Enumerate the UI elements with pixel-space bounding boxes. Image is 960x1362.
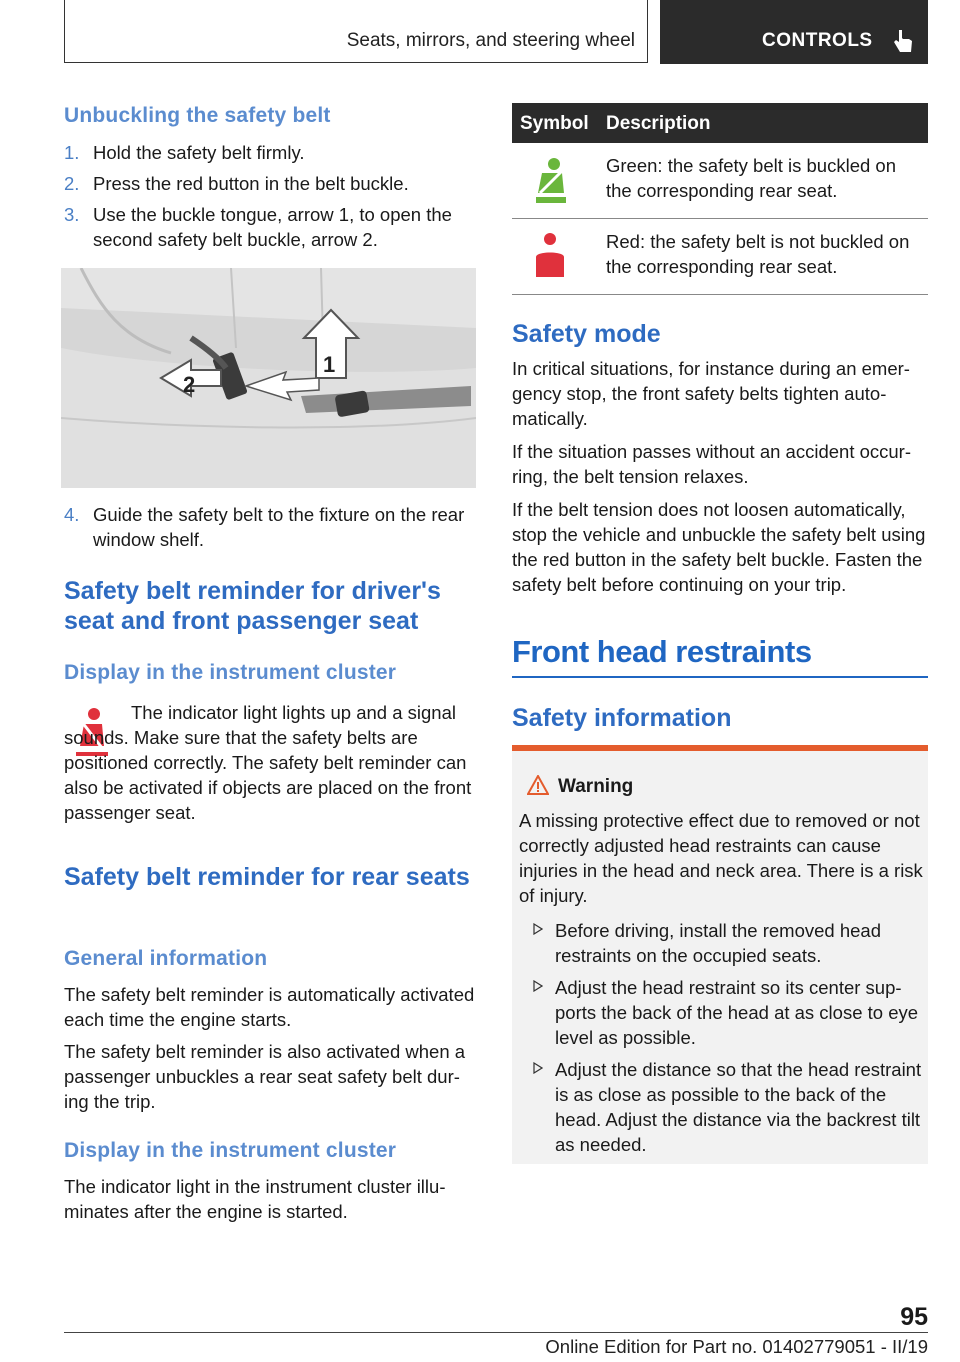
- warning-box: [512, 745, 928, 1164]
- rear-reminder-heading: Safety belt reminder for rear seats: [64, 863, 470, 891]
- page-header: [64, 0, 928, 64]
- row-description: Red: the safety belt is not buckled on the corresponding rear seat.: [606, 231, 910, 277]
- section-title: Seats, mirrors, and steering wheel: [64, 0, 648, 63]
- list-item: 1. Hold the safety belt firmly.: [64, 142, 305, 163]
- list-item: 2. Press the red button in the belt buckle.: [64, 173, 409, 194]
- general-paragraph-2: The safety belt reminder is also activated when a passenger unbuckles a rear seat safety belt during the trip.: [64, 1041, 466, 1112]
- belt-buckle-photo: [61, 268, 476, 488]
- arrow-1-label: 1: [323, 352, 336, 377]
- chapter-label: CONTROLS: [762, 30, 873, 51]
- page-number: 95: [900, 1303, 928, 1331]
- symbol-table: [512, 103, 928, 295]
- unbuckling-steps-continued: [64, 502, 476, 558]
- display-cluster-heading-1: Display in the instrument cluster: [64, 661, 397, 684]
- footer-rule: [64, 1332, 928, 1333]
- safety-mode-paragraph-2: If the situation passes without an accident occurring, the belt tension relaxes.: [512, 441, 912, 487]
- display-cluster-heading-2: Display in the instrument cluster: [64, 1139, 397, 1162]
- bullet-triangle-icon: [533, 1062, 543, 1074]
- unbuckling-steps: [64, 140, 476, 258]
- table-row: [512, 143, 928, 219]
- safety-information-heading: Safety information: [512, 704, 732, 732]
- display-text-1: The indicator light lights up and a signal sounds. Make sure that the safety belts are positioned correctly. The safety belt reminder can also be activated if objects are placed on the front passenger seat.: [64, 702, 472, 823]
- chapter-tab: [660, 0, 928, 64]
- list-item: 4. Guide the safety belt to the fixture on the rear window shelf.: [64, 504, 465, 550]
- arrow-2-label: 2: [183, 372, 196, 397]
- bullet-triangle-icon: [533, 923, 543, 935]
- list-item: Adjust the distance so that the head restraint is as close as possible to the back of the head. Adjust the distance via the backrest tilt as needed.: [519, 1057, 924, 1157]
- driver-reminder-heading: Safety belt reminder for driver's seat and front passenger seat: [64, 577, 441, 635]
- safety-mode-paragraph-3: If the belt tension does not loosen automatically, stop the vehicle and unbuckle the safety belt using the red button in the safety belt buckle. Fasten the safety belt before continuing on your trip.: [512, 499, 926, 595]
- warning-text: A missing protective effect due to removed or not correctly adjusted head restraints can cause injuries in the head and neck area. There is a risk of injury.: [519, 810, 923, 906]
- row-description: Green: the safety belt is buckled on the corresponding rear seat.: [606, 155, 897, 201]
- list-item: 3. Use the buckle tongue, arrow 1, to open the second safety belt buckle, arrow 2.: [64, 204, 452, 250]
- edition-note: Online Edition for Part no. 01402779051 - II/19: [545, 1336, 928, 1357]
- list-item: Before driving, install the removed head restraints on the occupied seats.: [519, 918, 924, 968]
- col-symbol: Symbol: [520, 113, 589, 134]
- warning-title: Warning: [558, 776, 634, 797]
- safety-mode-paragraph-1: In critical situations, for instance during an emergency stop, the front safety belts tighten automatically.: [512, 358, 910, 429]
- list-item: Adjust the head restraint so its center supports the back of the head at as close to eye level as possible.: [519, 975, 924, 1050]
- warning-triangle-icon: [527, 775, 549, 795]
- pointing-hand-icon: [892, 28, 914, 54]
- unbuckling-heading: Unbuckling the safety belt: [64, 104, 331, 127]
- seatbelt-unbuckled-red-icon: [530, 231, 570, 281]
- bullet-triangle-icon: [533, 980, 543, 992]
- general-info-heading: General information: [64, 947, 268, 970]
- general-paragraph-1: The safety belt reminder is automatically activated each time the engine starts.: [64, 984, 475, 1030]
- head-restraints-heading: Front head restraints: [512, 634, 812, 669]
- table-row: [512, 219, 928, 295]
- heading-rule: [512, 676, 928, 678]
- safety-mode-heading: Safety mode: [512, 320, 661, 348]
- display-text-2: The indicator light in the instrument cluster illuminates after the engine is started.: [64, 1176, 446, 1222]
- table-header: [512, 103, 928, 143]
- seatbelt-buckled-green-icon: [530, 157, 570, 207]
- col-description: Description: [606, 113, 711, 134]
